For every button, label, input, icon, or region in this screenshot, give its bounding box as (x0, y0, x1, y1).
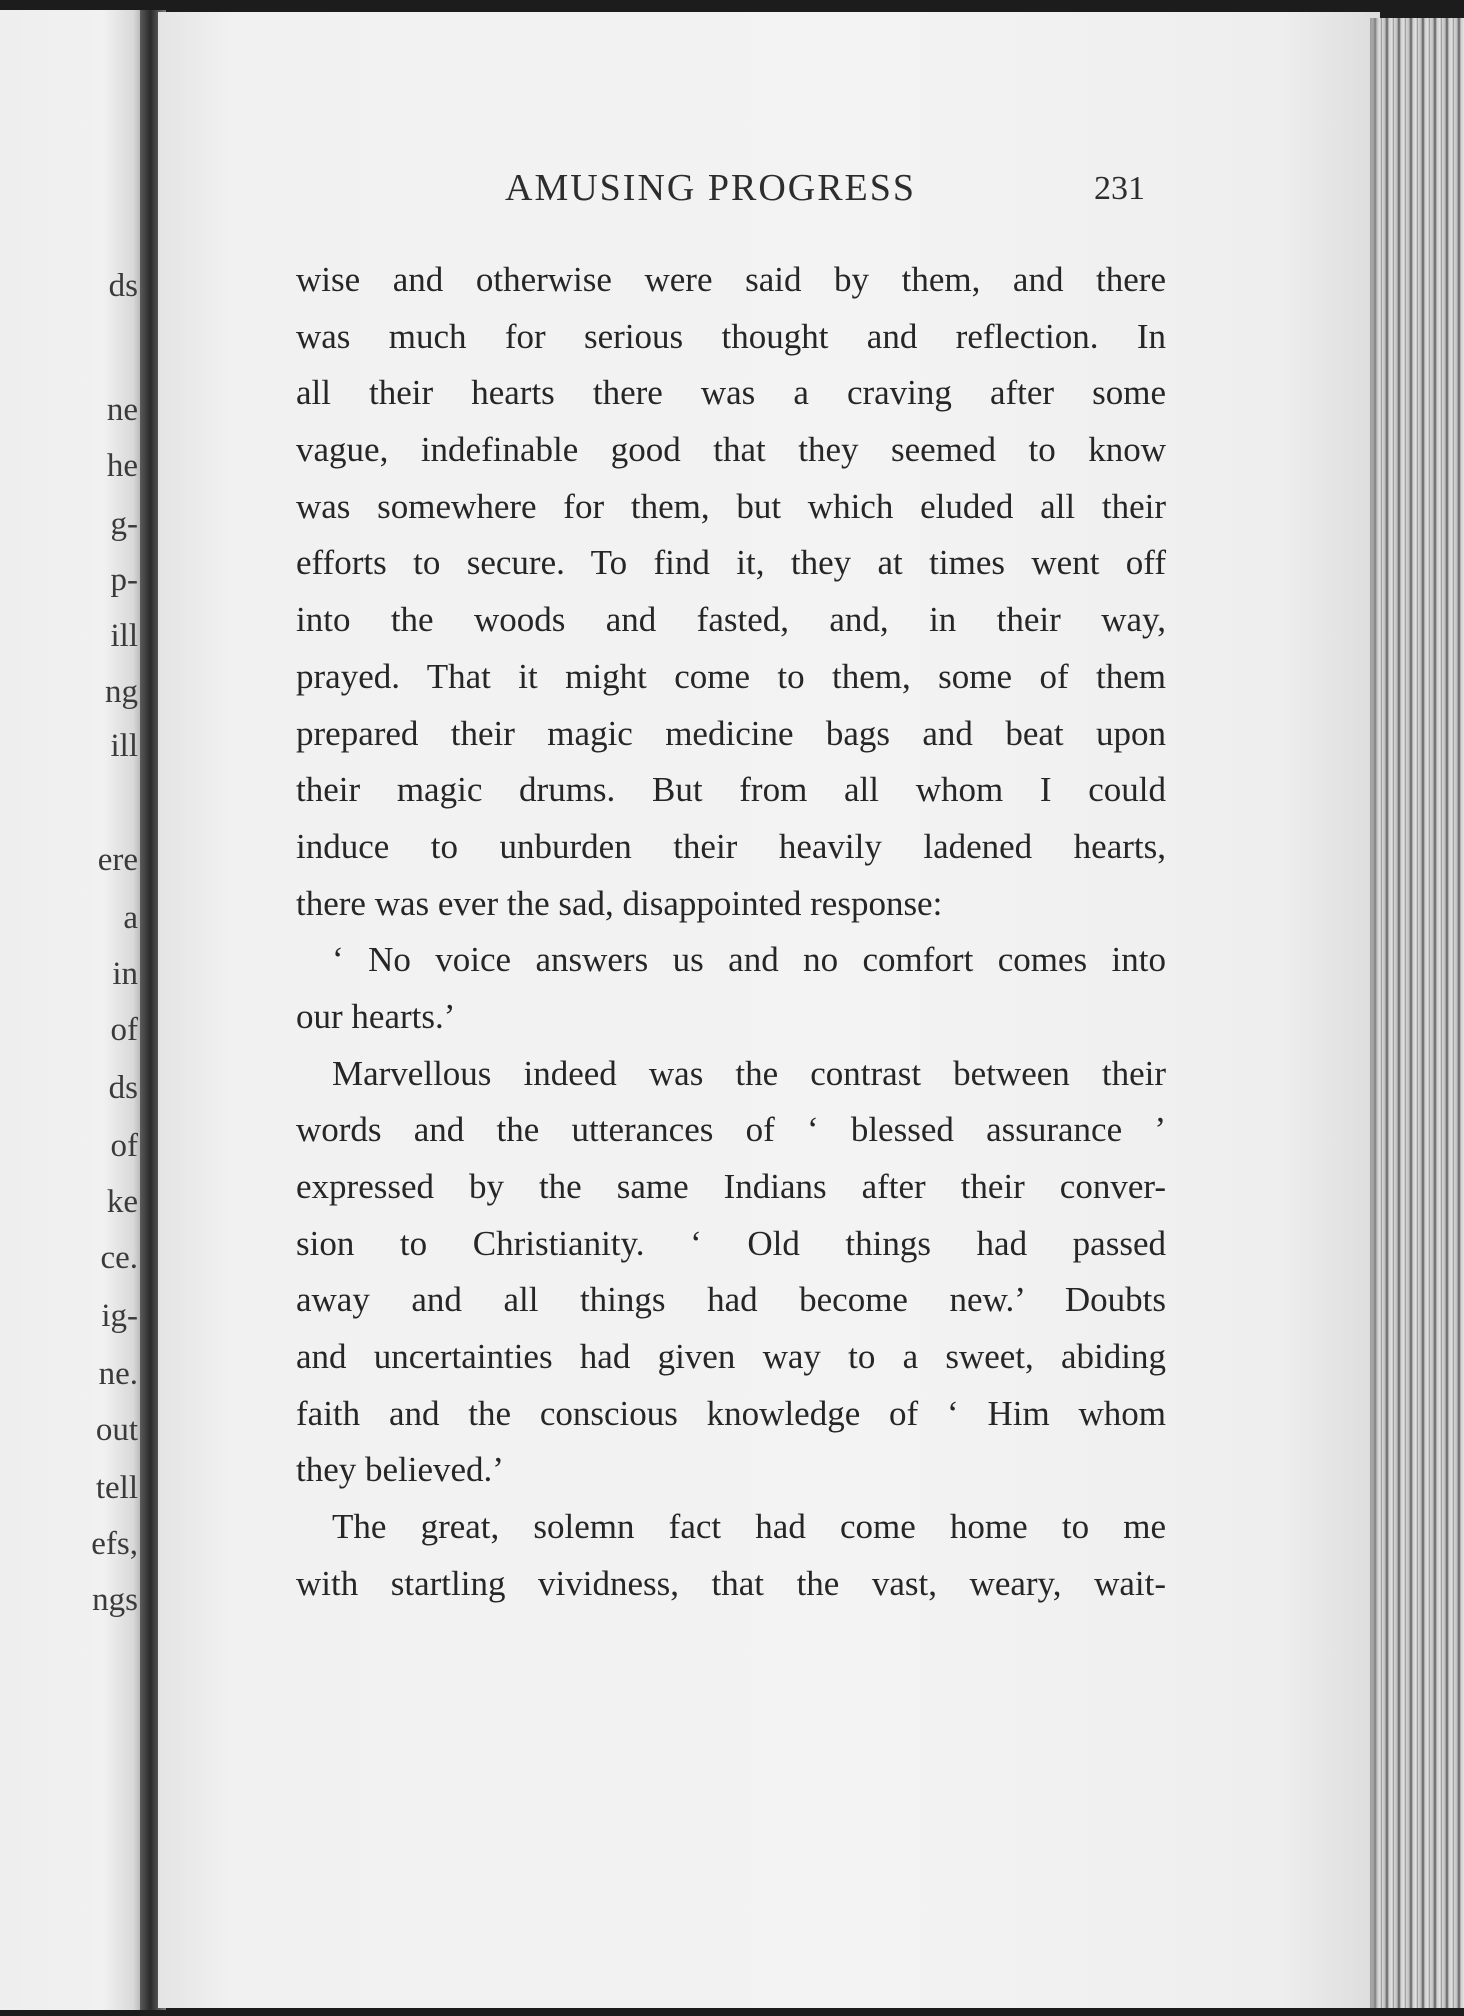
left-page-fragment: of (110, 1128, 138, 1164)
text-line: there was ever the sad, disappointed response: (296, 883, 943, 923)
text-line: into the woods and fasted, and, in their way, (296, 600, 1166, 640)
text-line: efforts to secure. To find it, they at times went off (296, 543, 1166, 583)
text-line: all their hearts there was a craving after some (296, 373, 1166, 413)
page-edges (1370, 18, 1464, 2008)
text-line: sion to Christianity. ‘ Old things had passed (296, 1223, 1166, 1263)
text-line: The great, solemn fact had come home to me (332, 1507, 1166, 1547)
left-page-fragment: ill (110, 618, 138, 654)
left-page-fragment: ngs (92, 1582, 138, 1618)
left-page-fragment: efs, (91, 1526, 138, 1562)
left-facing-page (0, 10, 148, 2010)
text-line: our hearts.’ (296, 996, 456, 1036)
text-line: away and all things had become new.’ Doubts (296, 1280, 1166, 1320)
text-line: induce to unburden their heavily ladened hearts, (296, 826, 1166, 866)
text-line: vague, indefinable good that they seemed to know (296, 430, 1166, 470)
left-page-fragment: in (112, 956, 138, 992)
left-page-fragment: of (110, 1012, 138, 1048)
page-number: 231 (1094, 170, 1145, 207)
left-page-fragment: ne. (98, 1356, 138, 1392)
left-page-fragment: tell (95, 1470, 138, 1506)
text-line: ‘ No voice answers us and no comfort comes into (332, 940, 1166, 980)
left-page-fragment: g- (110, 506, 138, 542)
text-line: prepared their magic medicine bags and beat upon (296, 713, 1166, 753)
text-line: they believed.’ (296, 1450, 504, 1490)
page-edges-shadow (1370, 18, 1380, 2008)
left-page-fragment: out (95, 1412, 138, 1448)
left-page-fragment: ill (110, 728, 138, 764)
left-page-fragment: he (106, 448, 138, 484)
left-page-fragment: ere (97, 842, 138, 878)
text-line: words and the utterances of ‘ blessed assurance ’ (296, 1110, 1166, 1150)
left-page-fragment: ke (106, 1184, 138, 1220)
text-line: was much for serious thought and reflection. In (296, 316, 1166, 356)
body-text (296, 252, 1166, 1613)
text-line: their magic drums. But from all whom I could (296, 770, 1166, 810)
left-page-fragment: ce. (100, 1240, 138, 1276)
text-line: prayed. That it might come to them, some of them (296, 656, 1166, 696)
text-line: Marvellous indeed was the contrast between their (332, 1053, 1166, 1093)
text-line: wise and otherwise were said by them, and there (296, 260, 1166, 299)
left-page-fragment: ds (108, 1070, 138, 1106)
text-line: expressed by the same Indians after their conver- (296, 1167, 1166, 1206)
text-line: was somewhere for them, but which eluded all their (296, 486, 1166, 526)
text-line: faith and the conscious knowledge of ‘ Him whom (296, 1393, 1166, 1433)
left-page-fragment: ds (108, 268, 138, 304)
running-head: AMUSING PROGRESS (505, 167, 917, 209)
left-page-fragment: a (123, 900, 138, 936)
text-line: with startling vividness, that the vast, weary, wait- (296, 1563, 1166, 1603)
text-line: and uncertainties had given way to a sweet, abiding (296, 1337, 1166, 1377)
left-page-fragment: p- (110, 562, 138, 598)
left-page-fragment: ig- (101, 1298, 138, 1334)
left-page-fragment: ng (105, 674, 138, 710)
left-page-fragment: ne (106, 392, 138, 428)
